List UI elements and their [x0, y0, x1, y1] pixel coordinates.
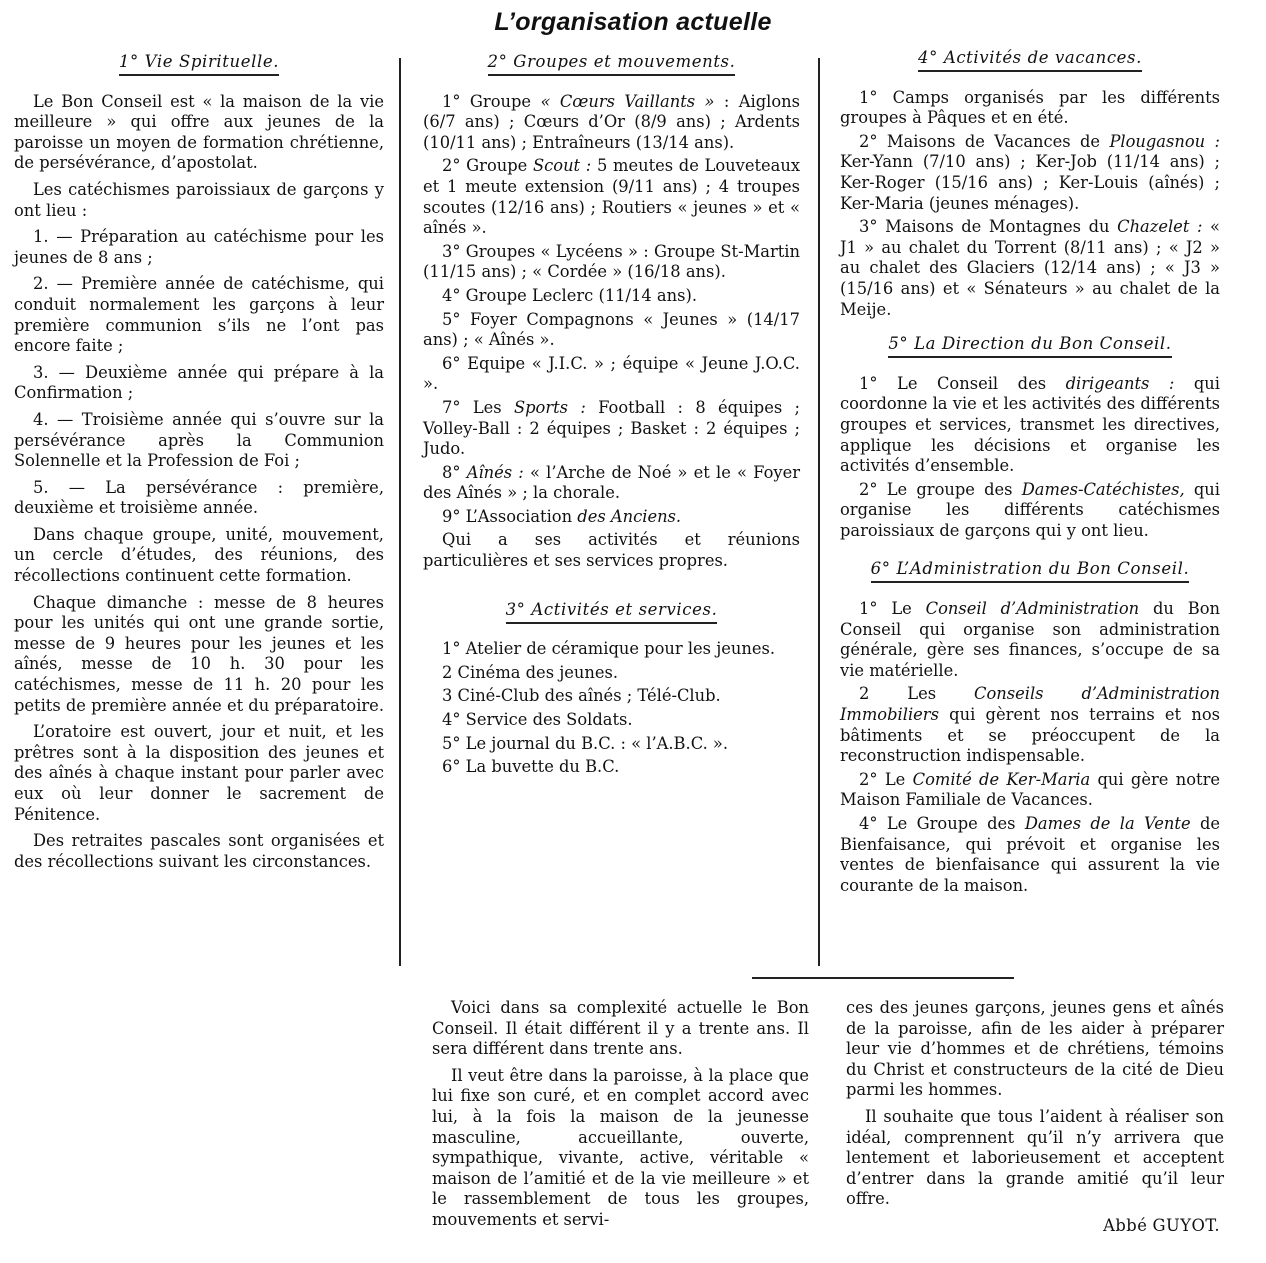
list-item: 2 Cinéma des jeunes.: [442, 662, 619, 682]
italic-text: Sports :: [513, 397, 586, 417]
italic-text: Conseils d’Administration Immobiliers: [840, 684, 1220, 725]
services-list: [423, 639, 800, 778]
italic-text: Plougasnou :: [1109, 131, 1220, 151]
paragraph: Le Bon Conseil est « la maison de la vie meilleure » qui offre aux jeunes de la paroisse un moyen de formation chrétienne, de persévérance, d’apostolat.: [14, 91, 384, 173]
italic-text: « Cœurs Vaillants »: [540, 91, 715, 111]
list-item: [840, 814, 1220, 896]
list-item: 5. — La persévérance : première, deuxième et troisième année.: [14, 477, 384, 518]
column-groupes: [423, 52, 800, 781]
list-item: [840, 770, 1220, 811]
text: 3° Groupes « Lycéens » : Groupe St-Martin (11/15 ans) ; « Cordée » (16/18 ans).: [423, 241, 800, 282]
list-item: [423, 398, 800, 460]
italic-text: Scout :: [533, 156, 592, 176]
conclusion-right: [846, 998, 1224, 1237]
text: 5 meutes de Louveteaux et 1 meute extension (9/11 ans) ; 4 troupes scoutes (12/16 ans) ; Routiers « jeunes » et « aînés ».: [423, 156, 801, 238]
list-item: [423, 286, 800, 307]
paragraph: Il veut être dans la paroisse, à la place que lui fixe son curé, et en complet accord avec lui, à la fois la maison de la jeunesse masculine, accueillante, ouverte, sympathique, vivante, active, véritable « maison de l’amitié et de la vie meilleure » et le rassemblement de tous les groupes, mouvements et servi-: [432, 1065, 809, 1229]
list-item: 1. — Préparation au catéchisme pour les jeunes de 8 ans ;: [14, 227, 384, 267]
signature: Abbé GUYOT.: [1103, 1215, 1220, 1235]
text: Ker-Yann (7/10 ans) ; Ker-Job (11/14 ans) ; Ker-Roger (15/16 ans) ; Ker-Louis (aînés) ; Ker-Maria (jeunes ménages).: [840, 152, 1220, 213]
conclusion-left: [432, 998, 809, 1237]
text: Football : 8 équipes ; Volley-Ball : 2 équipes ; Basket : 2 équipes ; Judo.: [423, 397, 800, 459]
italic-text: Conseil d’Administration: [925, 599, 1140, 619]
list-item: 3. — Deuxième année qui prépare à la Confirmation ;: [14, 362, 384, 403]
list-item: [840, 88, 1220, 129]
text: « l’Arche de Noé » et le « Foyer des Aînés » ; la chorale.: [423, 462, 800, 503]
list-item: 5° Le journal du B.C. : « l’A.B.C. ».: [442, 733, 729, 753]
list-item: 6° La buvette du B.C.: [442, 757, 620, 777]
list-item: [423, 463, 800, 504]
text: 2° Le: [859, 769, 913, 789]
column-divider: [399, 58, 401, 966]
text: de Bienfaisance, qui prévoit et organise les ventes de bienfaisance qui assurent la vie courante de la maison.: [840, 814, 1221, 895]
text: 2 Les: [859, 684, 975, 704]
section-heading-administration: 6° L’Administration du Bon Conseil.: [840, 559, 1220, 580]
paragraph: Voici dans sa complexité actuelle le Bon Conseil. Il était différent il y a trente ans. Il sera différent dans trente ans.: [432, 998, 809, 1059]
list-item: 3 Ciné-Club des aînés ; Télé-Club.: [442, 686, 721, 706]
paragraph: Chaque dimanche : messe de 8 heures pour les unités qui ont une grande sortie, messe de 9 heures pour les jeunes et les aînés, messe de 10 h. 30 pour les catéchismes, messe de 11 h. 20 pour les petits de première année et du préparatoire.: [14, 592, 384, 715]
text: 3° Maisons de Montagnes du: [859, 217, 1118, 237]
text: 9° L’Association: [442, 506, 578, 526]
groups-list: [423, 92, 800, 572]
text: Qui a ses activités et réunions particulières et ses services propres.: [423, 530, 800, 571]
paragraph: ces des jeunes garçons, jeunes gens et aînés de la paroisse, afin de les aider à préparer leur vie d’hommes et de chrétiens, témoins du Christ et constructeurs de la cité de Dieu parmi les hommes.: [846, 998, 1224, 1100]
list-item: [423, 310, 800, 351]
text: 8°: [442, 462, 467, 482]
list-item: [840, 480, 1220, 542]
list-item: [423, 530, 800, 571]
paragraph: Dans chaque groupe, unité, mouvement, un cercle d’études, des réunions, des récollections continuent cette formation.: [14, 524, 384, 586]
list-item: [423, 156, 800, 238]
list-item: [840, 217, 1220, 320]
section-heading-groupes: 2° Groupes et mouvements.: [423, 52, 800, 73]
list-item: [840, 599, 1220, 681]
italic-text: Dames-Catéchistes,: [1021, 479, 1185, 499]
list-item: [423, 242, 800, 283]
italic-text: Chazelet :: [1117, 217, 1203, 237]
column-divider: [818, 58, 820, 966]
administration-list: [840, 599, 1220, 896]
text: 4° Le Groupe des: [859, 814, 1025, 833]
italic-text: des Anciens.: [577, 506, 682, 526]
list-item: [840, 132, 1220, 214]
italic-text: Aînés :: [466, 462, 524, 482]
list-item: [840, 684, 1220, 766]
list-item: [423, 92, 800, 154]
page-title: L’organisation actuelle: [494, 8, 772, 36]
text: 6° Equipe « J.I.C. » ; équipe « Jeune J.O.C. ».: [423, 353, 800, 394]
text: 1° Le Conseil des: [859, 373, 1066, 393]
section-heading-vie-spirituelle: 1° Vie Spirituelle.: [14, 52, 384, 73]
text: 5° Foyer Compagnons « Jeunes » (14/17 ans) ; « Aînés ».: [423, 309, 800, 350]
list-item: [423, 507, 800, 528]
text: 2° Groupe: [442, 156, 533, 176]
paragraph: Des retraites pascales sont organisées et des récollections suivant les circonstances.: [14, 831, 384, 871]
section-heading-vacances: 4° Activités de vacances.: [840, 48, 1220, 69]
vacances-list: [840, 88, 1220, 321]
text: 2° Maisons de Vacances de: [859, 131, 1110, 151]
column-vie-spirituelle: [14, 52, 384, 878]
list-item: [423, 354, 800, 395]
text: qui organise les différents catéchismes paroissiaux de garçons qui y ont lieu.: [840, 479, 1220, 540]
text: qui gère notre Maison Familiale de Vacances.: [840, 769, 1220, 810]
text: 1° Le: [859, 599, 926, 619]
paragraph: L’oratoire est ouvert, jour et nuit, et les prêtres sont à la disposition des jeunes et des aînés à chaque instant pour parler avec eux où leur donner le sacrement de Pénitence.: [14, 722, 384, 824]
list-item: 2. — Première année de catéchisme, qui conduit normalement les garçons à leur première communion s’ils ne l’ont pas encore faite ;: [14, 274, 384, 356]
list-item: [840, 374, 1220, 477]
text: 4° Groupe Leclerc (11/14 ans).: [442, 285, 697, 305]
text: 1° Groupe: [442, 91, 541, 111]
list-item: 4° Service des Soldats.: [442, 710, 633, 730]
text: qui gèrent nos terrains et nos bâtiments et se préoccupent de la reconstruction indispensable.: [840, 705, 1220, 766]
italic-text: Dames de la Vente: [1024, 814, 1191, 833]
italic-text: Comité de Ker-Maria: [912, 769, 1091, 789]
separator-rule: [752, 977, 1014, 979]
text: 7° Les: [442, 397, 514, 417]
italic-text: dirigeants :: [1065, 373, 1175, 393]
section-heading-activites: 3° Activités et services.: [423, 600, 800, 621]
list-item: 4. — Troisième année qui s’ouvre sur la persévérance après la Communion Solennelle et la Profession de Foi ;: [14, 409, 384, 471]
text: du Bon Conseil qui organise son administration générale, gère ses finances, s’occupe de sa vie matérielle.: [840, 599, 1220, 680]
text: : Aiglons (6/7 ans) ; Cœurs d’Or (8/9 ans) ; Ardents (10/11 ans) ; Entraîneurs (13/14 ans).: [423, 91, 801, 152]
section-heading-direction: 5° La Direction du Bon Conseil.: [840, 334, 1220, 355]
list-item: 1° Atelier de céramique pour les jeunes.: [442, 639, 776, 659]
direction-list: [840, 374, 1220, 542]
column-vacances: [840, 48, 1220, 899]
text: 1° Camps organisés par les différents groupes à Pâques et en été.: [840, 87, 1220, 128]
text: « J1 » au chalet du Torrent (8/11 ans) ; « J2 » au chalet des Glaciers (12/14 ans) ; « J3 » (15/16 ans) et « Sénateurs » au chalet de la Meije.: [840, 217, 1220, 319]
paragraph: Il souhaite que tous l’aident à réaliser son idéal, comprennent qu’il n’y arrivera que lentement et laborieusement et acceptent d’entrer dans la grande amitié qu’il leur offre.: [846, 1106, 1224, 1209]
paragraph: Les catéchismes paroissiaux de garçons y ont lieu :: [14, 179, 384, 220]
text: qui coordonne la vie et les activités des différents groupes et services, transmet les directives, applique les décisions et organise les activités d’ensemble.: [840, 373, 1220, 476]
text: 2° Le groupe des: [859, 479, 1022, 499]
